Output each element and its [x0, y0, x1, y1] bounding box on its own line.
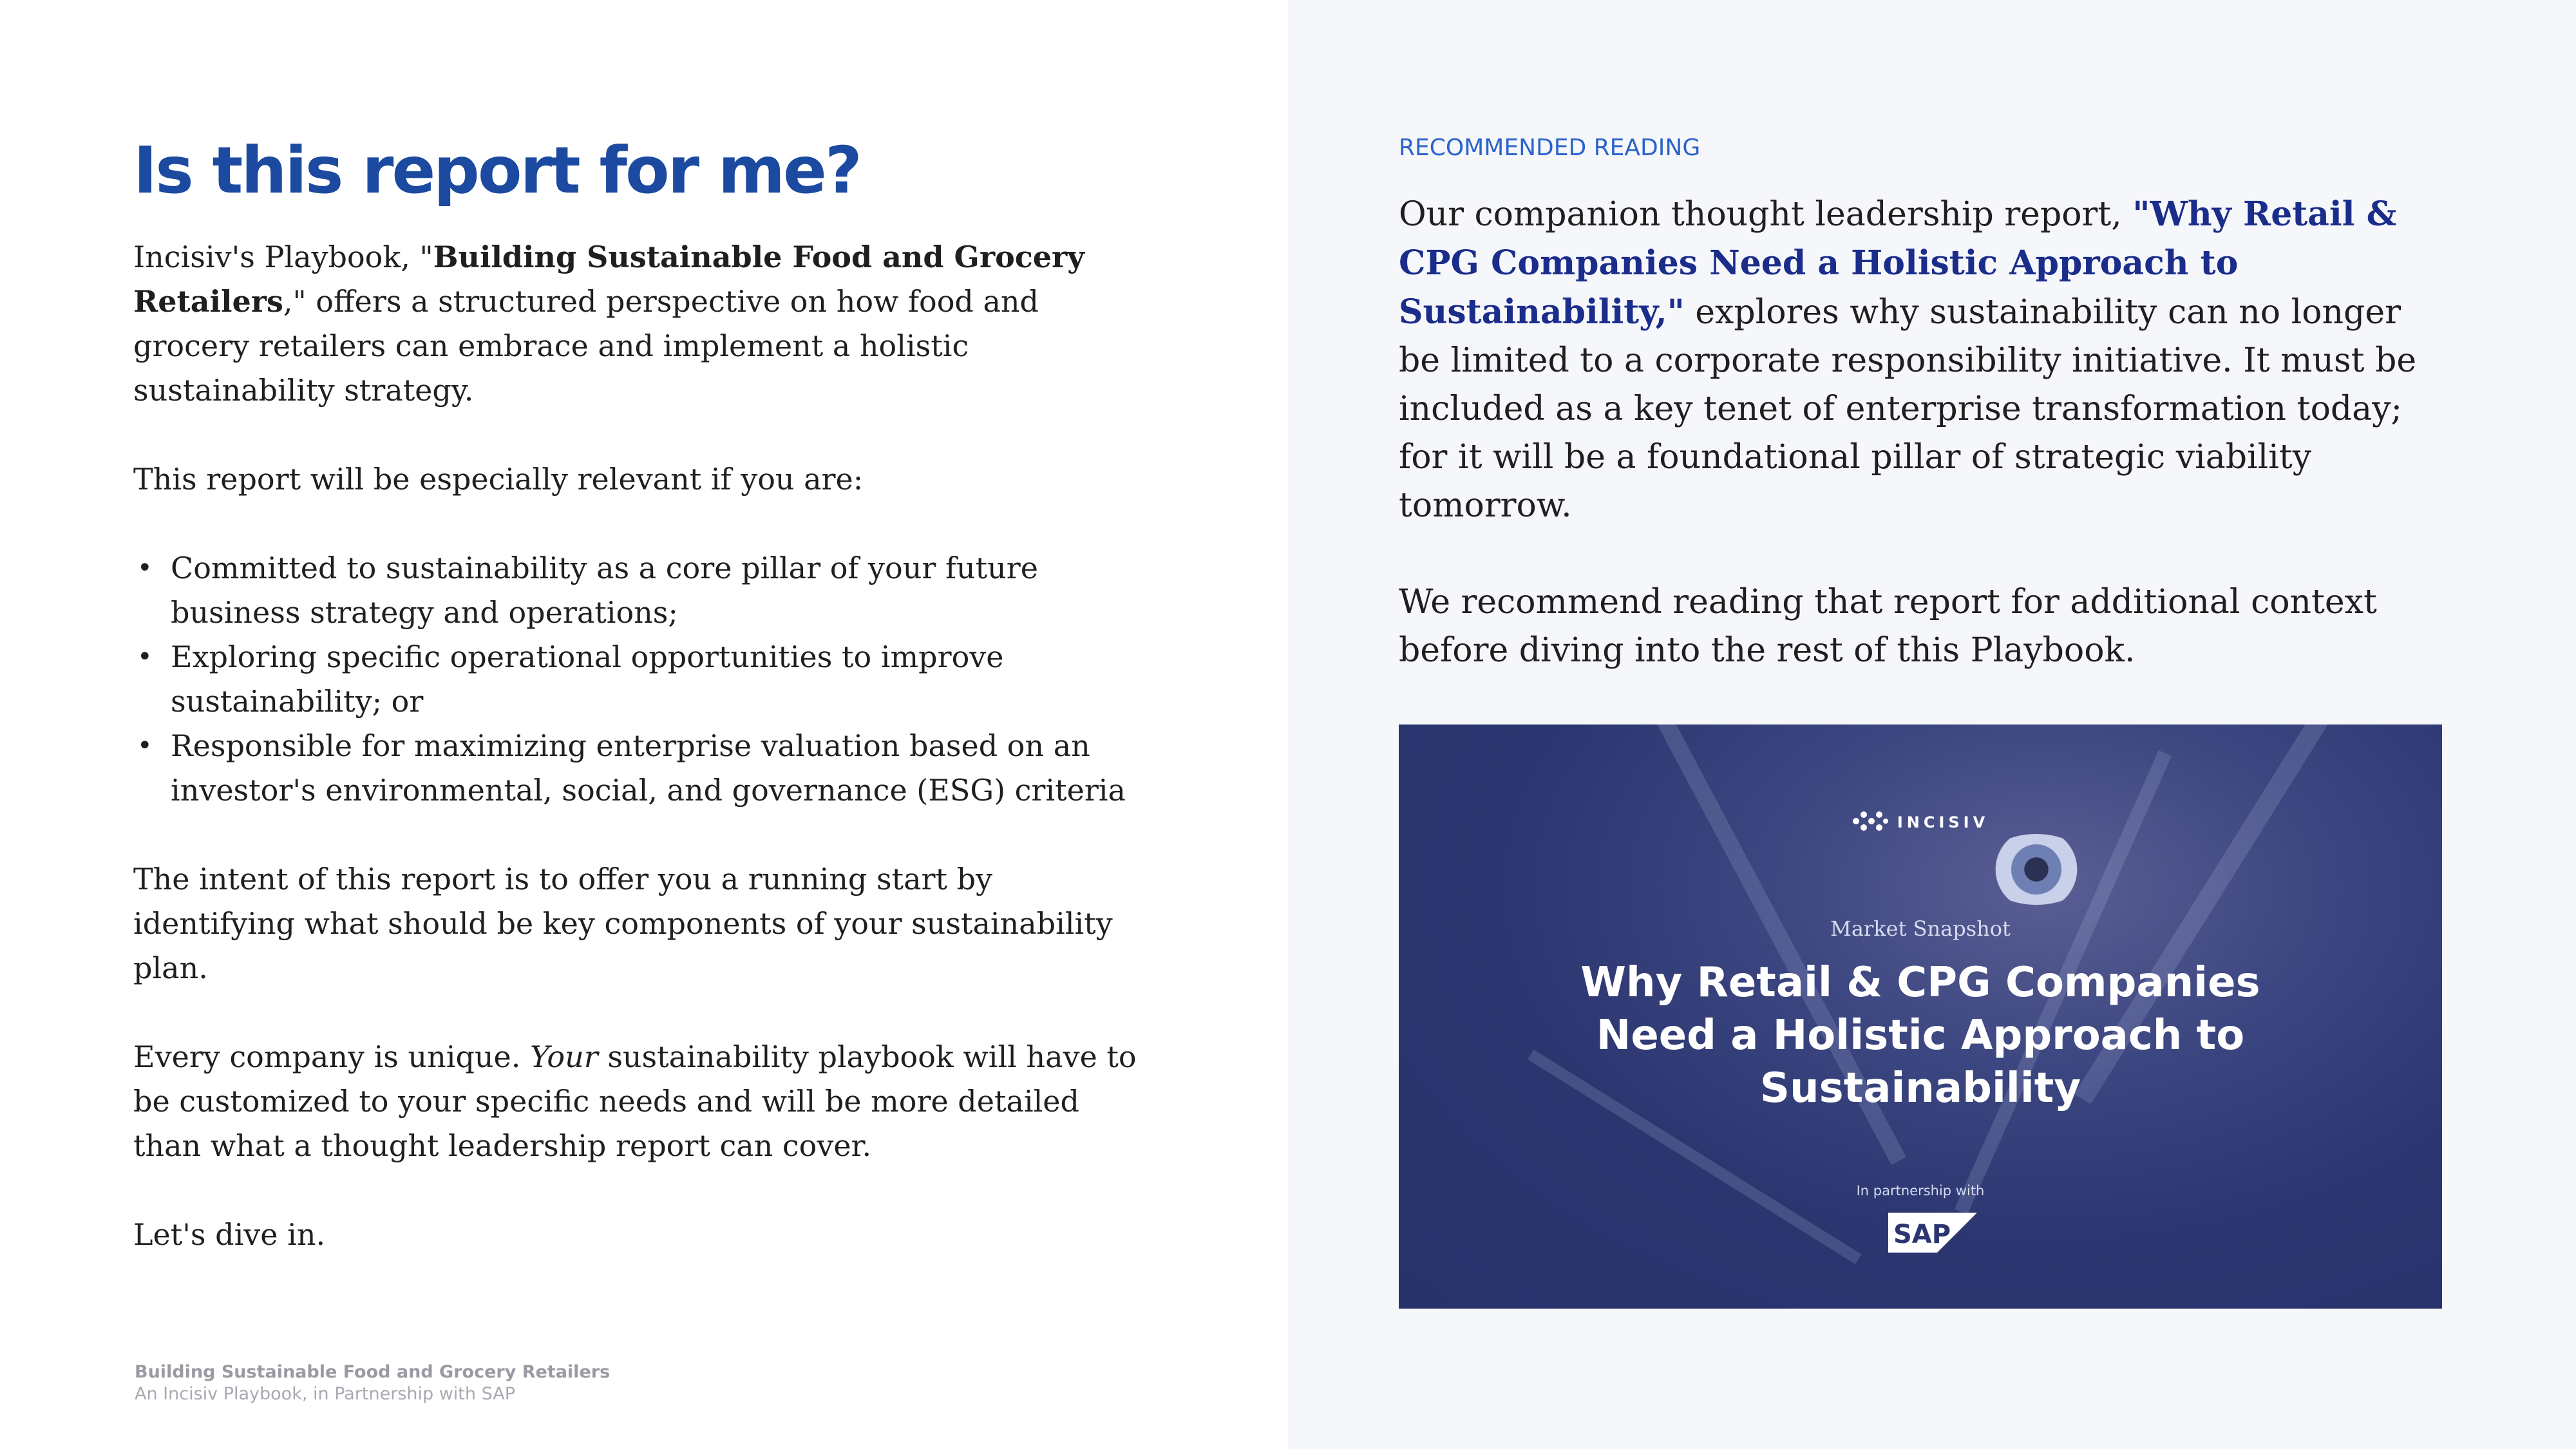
sap-logo-text: SAP: [1893, 1220, 1951, 1249]
report-cover-image[interactable]: [1399, 724, 2442, 1309]
cover-kicker: Market Snapshot: [1830, 916, 2011, 941]
cover-title-line: Why Retail & CPG Companies: [1580, 959, 2260, 1007]
recommended-reading-panel: [1399, 132, 2442, 675]
companion-text-end: explores why sustainability can no longer be limited to a corporate responsibility initiative. It must be included as a key tenet of enterprise transformation today; for it will be a foundational pillar of strategic viability tomorrow.: [1399, 293, 2417, 525]
bullet-icon: •: [137, 553, 153, 583]
intent-paragraph: The intent of this report is to offer you a running start by identifying what should be key components of your sustainability plan.: [133, 862, 1113, 985]
bullet-icon: •: [137, 642, 153, 672]
cover-brand-name: INCISIV: [1897, 813, 1989, 831]
main-column: [133, 132, 1138, 1257]
cover-brand: [1399, 808, 2442, 838]
unique-paragraph: [133, 1035, 1138, 1168]
closing-line: Let's dive in.: [133, 1217, 326, 1252]
footer-title: Building Sustainable Food and Grocery Retailers: [135, 1362, 611, 1382]
list-item: [133, 724, 1138, 813]
intro-text-end: ," offers a structured perspective on how food and grocery retailers can embrace and implement a holistic sustainability strategy.: [133, 284, 1039, 408]
intro-text-start: Incisiv's Playbook, ": [133, 240, 433, 274]
sap-logo-icon: [1888, 1213, 1977, 1253]
list-item-text: Committed to sustainability as a core pillar of your future business strategy and operations;: [171, 551, 1038, 630]
companion-text-start: Our companion thought leadership report,: [1399, 195, 2133, 234]
list-item: [133, 635, 1138, 724]
cover-title: [1399, 956, 2442, 1115]
relevance-list: [133, 546, 1138, 813]
cover-eye-graphic: [1982, 834, 2091, 905]
emphasis-your: Your: [530, 1039, 598, 1074]
incisiv-logo-icon: [1852, 808, 1888, 838]
unique-text-start: Every company is unique.: [133, 1039, 531, 1074]
list-item: [133, 546, 1138, 635]
page-footer: [135, 1361, 610, 1405]
companion-report-link[interactable]: "Why Retail & CPG Companies Need a Holistic Approach to Sustainability,": [1399, 194, 2397, 332]
page-title: Is this report for me?: [133, 133, 860, 208]
playbook-title: Building Sustainable Food and Grocery Retailers: [133, 240, 1084, 319]
list-item-text: Exploring specific operational opportunities to improve sustainability; or: [171, 639, 1004, 719]
recommendation-paragraph: We recommend reading that report for additional context before diving into the rest of this Playbook.: [1399, 583, 2377, 670]
section-eyebrow: RECOMMENDED READING: [1399, 135, 1701, 161]
cover-title-line: Sustainability: [1759, 1065, 2081, 1112]
cover-partner-label: In partnership with: [1856, 1183, 1985, 1198]
cover-title-line: Need a Holistic Approach to: [1596, 1012, 2245, 1059]
unique-text-end: sustainability playbook will have to be customized to your specific needs and will be more detailed than what a thought leadership report can cover.: [133, 1039, 1137, 1163]
list-item-text: Responsible for maximizing enterprise valuation based on an investor's environmental, social, and governance (ESG) criteria: [171, 728, 1126, 808]
bullet-icon: •: [137, 731, 153, 761]
intro-paragraph: [133, 235, 1138, 413]
footer-subtitle: An Incisiv Playbook, in Partnership with SAP: [135, 1384, 515, 1404]
companion-report-paragraph: [1399, 190, 2442, 530]
relevance-lead: This report will be especially relevant if you are:: [133, 462, 864, 497]
